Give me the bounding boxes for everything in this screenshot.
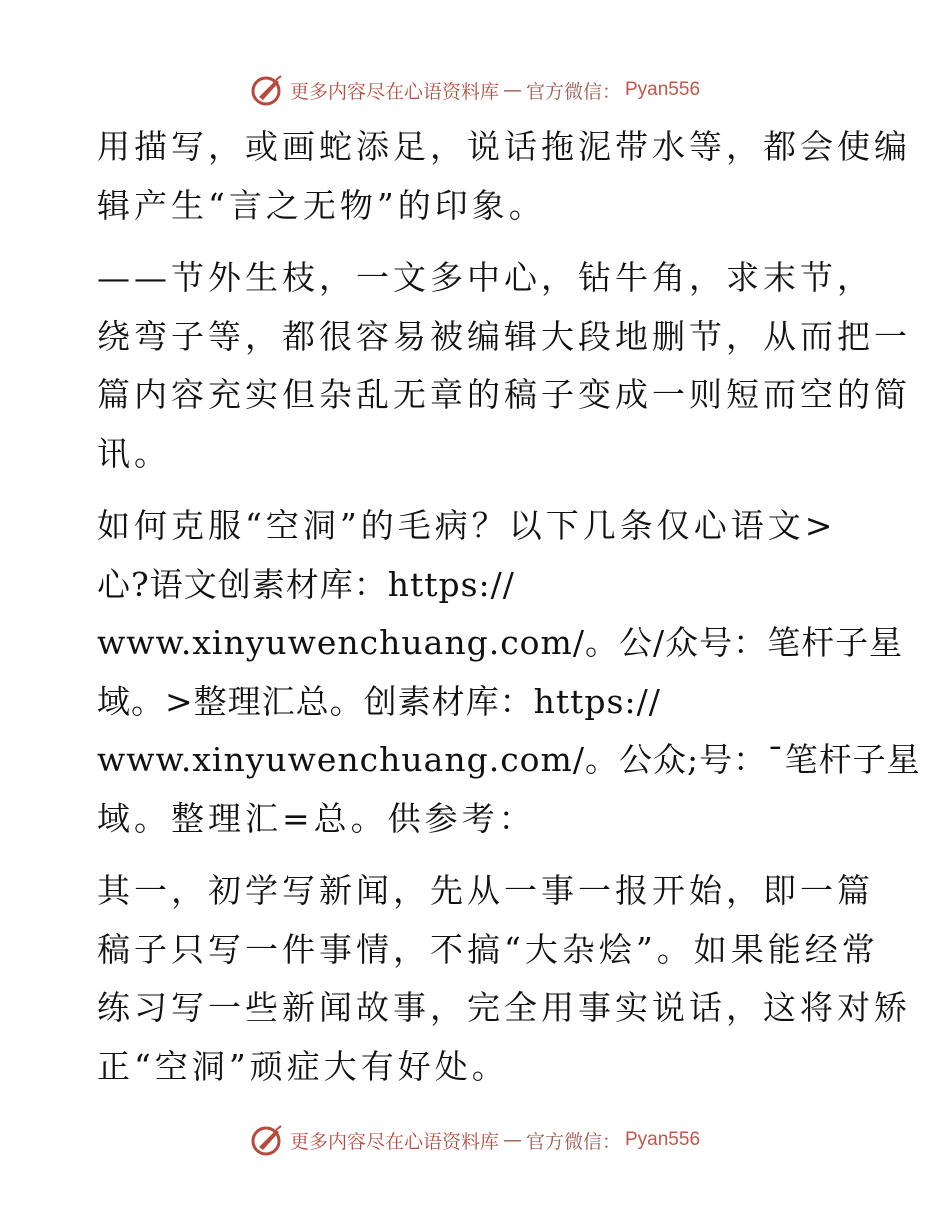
text-line: 正“空洞”顽症大有好处。 bbox=[97, 1046, 509, 1086]
text-line: 篇内容充实但杂乱无章的稿子变成一则短而空的简 bbox=[97, 375, 911, 414]
text-line: 其一，初学写新闻，先从一事一报开始，即一篇 bbox=[97, 871, 874, 910]
quill-logo-icon bbox=[250, 1123, 284, 1157]
text-line: 域。整理汇=总。供参考： bbox=[97, 798, 536, 838]
text-line: www.xinyuwenchuang.com/。公/众号：笔杆子星 bbox=[97, 623, 904, 662]
paragraph bbox=[97, 249, 911, 483]
header-banner bbox=[0, 70, 950, 110]
footer-banner bbox=[0, 1120, 950, 1160]
banner-wechat-id: Pyan556 bbox=[625, 79, 701, 100]
text-line: 域。>整理汇总。创素材库：https:// bbox=[97, 681, 661, 721]
banner-separator: — bbox=[502, 1129, 522, 1151]
text-line: www.xinyuwenchuang.com/。公众;号：¯笔杆子星 bbox=[97, 740, 921, 779]
text-line: 绕弯子等，都很容易被编辑大段地删节，从而把一 bbox=[97, 316, 911, 356]
text-line: 如何克服“空洞”的毛病？以下几条仅心语文> bbox=[97, 506, 837, 545]
document-body bbox=[97, 118, 921, 1096]
text-line: 讯。 bbox=[97, 433, 171, 473]
banner-separator: — bbox=[502, 79, 522, 101]
text-line: 练习写一些新闻故事，完全用事实说话，这将对矫 bbox=[97, 988, 911, 1027]
banner-title: 更多内容尽在心语资料库 bbox=[289, 80, 499, 103]
text-line: 用描写，或画蛇添足，说话拖泥带水等，都会使编 bbox=[97, 127, 911, 166]
banner-wechat-id: Pyan556 bbox=[625, 1129, 701, 1150]
text-line: 稿子只写一件事情，不搞“大杂烩”。如果能经常 bbox=[97, 929, 879, 969]
paragraph bbox=[97, 862, 911, 1096]
text-line: 辑产生“言之无物”的印象。 bbox=[97, 185, 546, 225]
text-line: ——节外生枝，一文多中心，钻牛角，求末节， bbox=[97, 258, 874, 297]
banner-title: 更多内容尽在心语资料库 bbox=[289, 1130, 499, 1153]
banner-wechat-label: 官方微信： bbox=[525, 1130, 621, 1153]
paragraph bbox=[97, 497, 921, 848]
quill-logo-icon bbox=[250, 73, 284, 107]
banner-wechat-label: 官方微信： bbox=[525, 80, 621, 103]
paragraph bbox=[97, 118, 911, 235]
text-line: 心?语文创素材库：https:// bbox=[97, 564, 515, 604]
